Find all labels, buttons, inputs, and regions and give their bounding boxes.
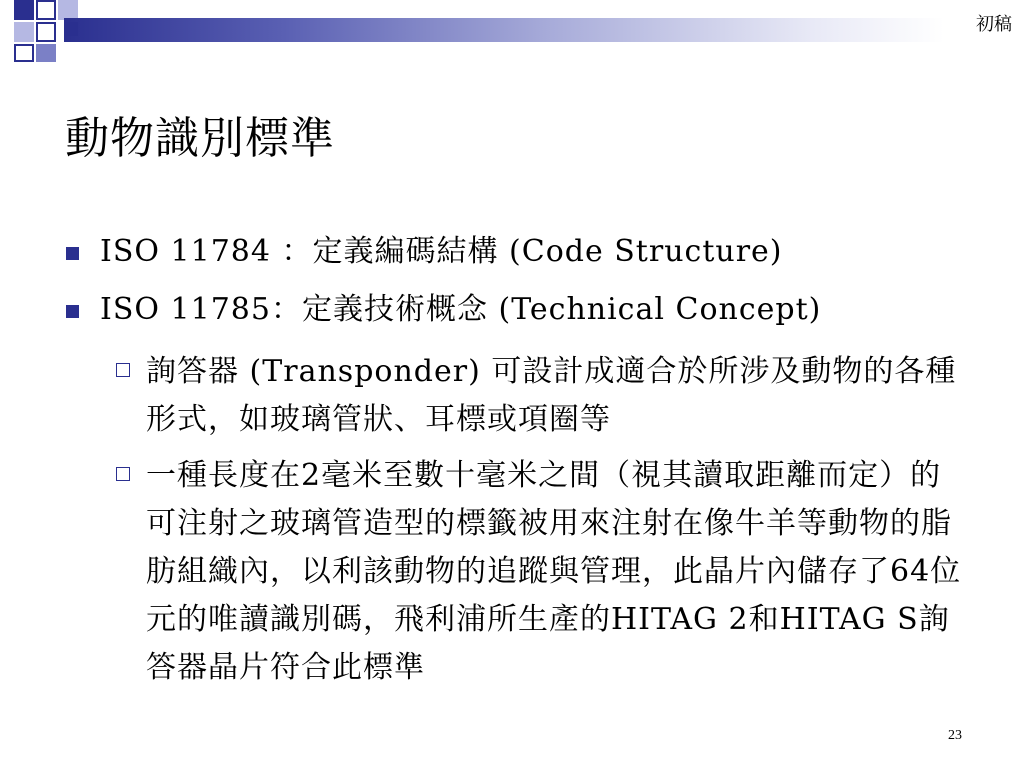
draft-label: 初稿 — [976, 14, 1012, 35]
sub-bullet-text: 詢答器 (Transponder) 可設計成適合於所涉及動物的各種形式，如玻璃管狀、耳標或項圈等 — [146, 354, 957, 437]
bullet-text: ISO 11785：定義技術概念 (Technical Concept) — [100, 292, 822, 327]
decor-square-outline — [14, 44, 34, 62]
bullet-item — [62, 232, 967, 272]
header-decoration — [0, 0, 1024, 64]
hollow-square-bullet-icon — [116, 363, 130, 377]
square-bullet-icon — [66, 247, 79, 260]
page-number: 23 — [948, 728, 962, 743]
decor-square-dark — [64, 22, 78, 36]
decor-square-outline — [36, 0, 56, 20]
sub-bullet-item — [110, 348, 967, 444]
sub-bullet-item — [110, 452, 967, 692]
hollow-square-bullet-icon — [116, 467, 130, 481]
decor-square-light — [58, 0, 78, 20]
header-gradient-bar — [64, 18, 944, 42]
bullet-text: ISO 11784 ：定義編碼結構 (Code Structure) — [100, 234, 783, 269]
square-bullet-icon — [66, 305, 79, 318]
bullet-item — [62, 290, 967, 330]
slide-title: 動物識別標準 — [65, 113, 335, 164]
sub-bullet-text: 一種長度在2毫米至數十毫米之間（視其讀取距離而定）的可注射之玻璃管造型的標籤被用來注射在像牛羊等動物的脂肪組織內，以利該動物的追蹤與管理，此晶片內儲存了64位元的唯讀識別碼，飛利浦所生產的HITAG 2和HITAG S詢答器晶片符合此標準 — [146, 458, 962, 685]
decor-square-outline — [36, 22, 56, 42]
decor-square-mid — [36, 44, 56, 62]
decor-square-dark — [14, 0, 34, 20]
slide-content — [62, 232, 967, 700]
decor-square-light — [14, 22, 34, 42]
